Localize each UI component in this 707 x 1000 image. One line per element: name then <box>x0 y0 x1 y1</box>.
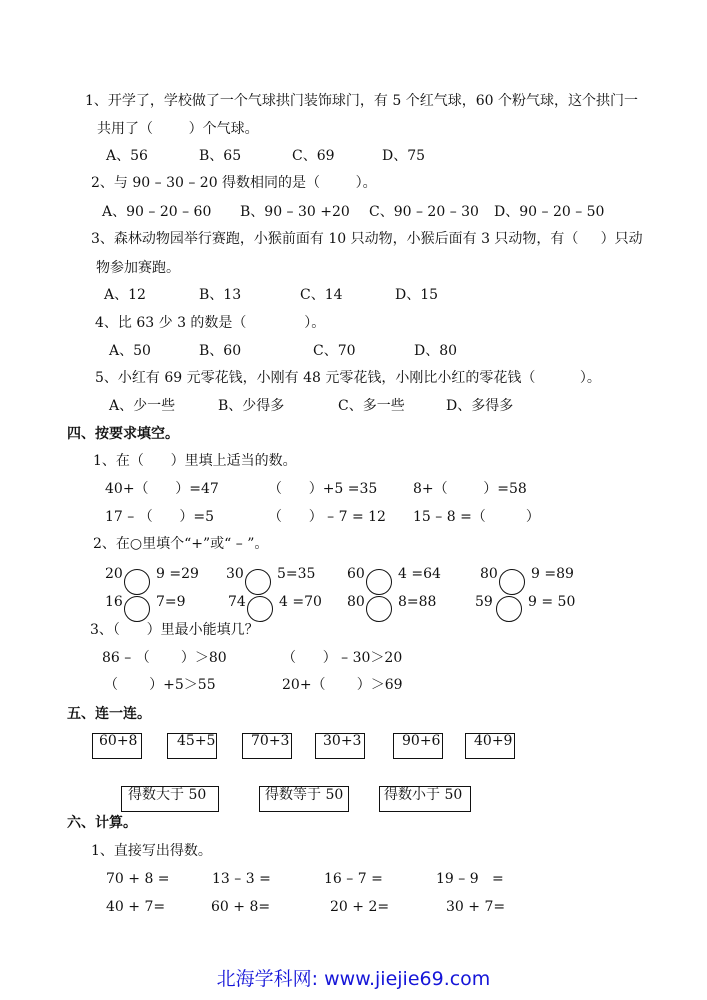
compare-row1-item1: 86 – （ ）＞80 <box>102 650 227 666</box>
section4-sub3: 3、（ ）里最小能填几？ <box>90 622 259 638</box>
fill-row1-item1: 40+（ ）=47 <box>105 481 219 497</box>
fill-row2-item2: （ ） – 7 = 12 <box>268 509 386 525</box>
q4-option-b: B、60 <box>199 343 242 359</box>
section4-sub1: 1、在（ ）里填上适当的数。 <box>93 453 297 469</box>
match-box-top-label: 90+6 <box>402 733 441 749</box>
blank-circle[interactable] <box>247 596 273 622</box>
match-box-top-label: 40+9 <box>474 733 513 749</box>
q4-option-d: D、80 <box>414 343 458 359</box>
calc-row1-item1: 70 + 8 = <box>106 871 170 887</box>
q3-option-a: A、12 <box>104 287 146 303</box>
q1-option-b: B、65 <box>199 148 242 164</box>
q5-option-a: A、少一些 <box>109 398 176 414</box>
circle-eq7-right: 8=88 <box>398 594 437 610</box>
blank-circle[interactable] <box>245 569 271 595</box>
blank-circle[interactable] <box>124 569 150 595</box>
fill-row1-item3: 8+（ ）=58 <box>413 481 527 497</box>
q3-option-c: C、14 <box>300 287 343 303</box>
fill-row2-item1: 17 – （ ）=5 <box>105 509 215 525</box>
q2-option-a: A、90 – 20 – 60 <box>102 204 212 220</box>
circle-eq4-right: 9 =89 <box>531 566 574 582</box>
blank-circle[interactable] <box>366 569 392 595</box>
q4-option-a: A、50 <box>109 343 151 359</box>
calc-row1-item3: 16 – 7 = <box>324 871 383 887</box>
calc-row2-item4: 30 + 7= <box>446 899 506 915</box>
circle-eq8-right: 9 = 50 <box>528 594 576 610</box>
circle-eq1-left: 20 <box>105 566 123 582</box>
match-box-bottom-label: 得数小于 50 <box>384 787 463 803</box>
q3-option-d: D、15 <box>395 287 439 303</box>
circle-eq6-right: 4 =70 <box>279 594 322 610</box>
q1-line1: 1、开学了，学校做了一个气球拱门装饰球门，有 5 个红气球，60 个粉气球，这个拱门一 <box>85 93 638 109</box>
section5-title: 五、连一连。 <box>67 706 151 722</box>
circle-eq5-right: 7=9 <box>156 594 186 610</box>
match-box-top-label: 45+5 <box>177 733 216 749</box>
q3-option-b: B、13 <box>199 287 242 303</box>
q2-text: 2、与 90 – 30 – 20 得数相同的是（ ）。 <box>91 175 377 191</box>
circle-eq2-right: 5=35 <box>277 566 316 582</box>
blank-circle[interactable] <box>366 596 392 622</box>
match-box-top-label: 30+3 <box>323 733 362 749</box>
circle-eq7-left: 80 <box>347 594 365 610</box>
circle-eq8-left: 59 <box>475 594 493 610</box>
circle-eq3-right: 4 =64 <box>398 566 441 582</box>
fill-row2-item3: 15 – 8 =（ ） <box>413 509 540 525</box>
q4-text: 4、比 63 少 3 的数是（ ）。 <box>95 315 326 331</box>
section6-sub1: 1、直接写出得数。 <box>91 843 212 859</box>
circle-eq2-left: 30 <box>226 566 244 582</box>
footer-watermark: 北海学科网: www.jiejie69.com <box>216 968 491 990</box>
q5-option-c: C、多一些 <box>338 398 405 414</box>
q2-option-d: D、90 – 20 – 50 <box>494 204 605 220</box>
blank-circle[interactable] <box>124 596 150 622</box>
q5-option-b: B、少得多 <box>218 398 285 414</box>
q3-line1: 3、森林动物园举行赛跑，小猴前面有 10 只动物，小猴后面有 3 只动物，有（ ）只动 <box>91 231 643 247</box>
calc-row2-item1: 40 + 7= <box>106 899 166 915</box>
compare-row2-item1: （ ）+5＞55 <box>104 677 216 693</box>
compare-row1-item2: （ ） – 30＞20 <box>282 650 403 666</box>
q5-option-d: D、多得多 <box>446 398 514 414</box>
calc-row1-item4: 19 – 9 = <box>436 871 504 887</box>
blank-circle[interactable] <box>499 569 525 595</box>
match-box-top-label: 70+3 <box>251 733 290 749</box>
section6-title: 六、计算。 <box>67 815 137 831</box>
section4-title: 四、按要求填空。 <box>67 426 179 442</box>
match-box-top-label: 60+8 <box>99 733 138 749</box>
circle-eq4-left: 80 <box>480 566 498 582</box>
q3-line2: 物参加赛跑。 <box>96 260 180 276</box>
q2-option-b: B、90 – 30 +20 <box>240 204 350 220</box>
match-box-bottom-label: 得数等于 50 <box>265 787 344 803</box>
q2-option-c: C、90 – 20 – 30 <box>369 204 479 220</box>
circle-eq1-right: 9 =29 <box>156 566 199 582</box>
circle-eq5-left: 16 <box>105 594 123 610</box>
circle-eq3-left: 60 <box>347 566 365 582</box>
q4-option-c: C、70 <box>313 343 356 359</box>
q5-text: 5、小红有 69 元零花钱，小刚有 48 元零花钱，小刚比小红的零花钱（ ）。 <box>95 370 601 386</box>
section4-sub2: 2、在○里填个“+”或“ – ”。 <box>93 536 269 552</box>
q1-option-a: A、56 <box>106 148 148 164</box>
calc-row2-item3: 20 + 2= <box>330 899 390 915</box>
calc-row2-item2: 60 + 8= <box>211 899 271 915</box>
q1-line2: 共用了（ ）个气球。 <box>97 121 259 137</box>
calc-row1-item2: 13 – 3 = <box>212 871 271 887</box>
circle-eq6-left: 74 <box>228 594 246 610</box>
fill-row1-item2: （ ）+5 =35 <box>268 481 378 497</box>
compare-row2-item2: 20+（ ）＞69 <box>282 677 403 693</box>
match-box-bottom-label: 得数大于 50 <box>128 787 207 803</box>
q1-option-d: D、75 <box>382 148 426 164</box>
q1-option-c: C、69 <box>292 148 335 164</box>
blank-circle[interactable] <box>496 596 522 622</box>
